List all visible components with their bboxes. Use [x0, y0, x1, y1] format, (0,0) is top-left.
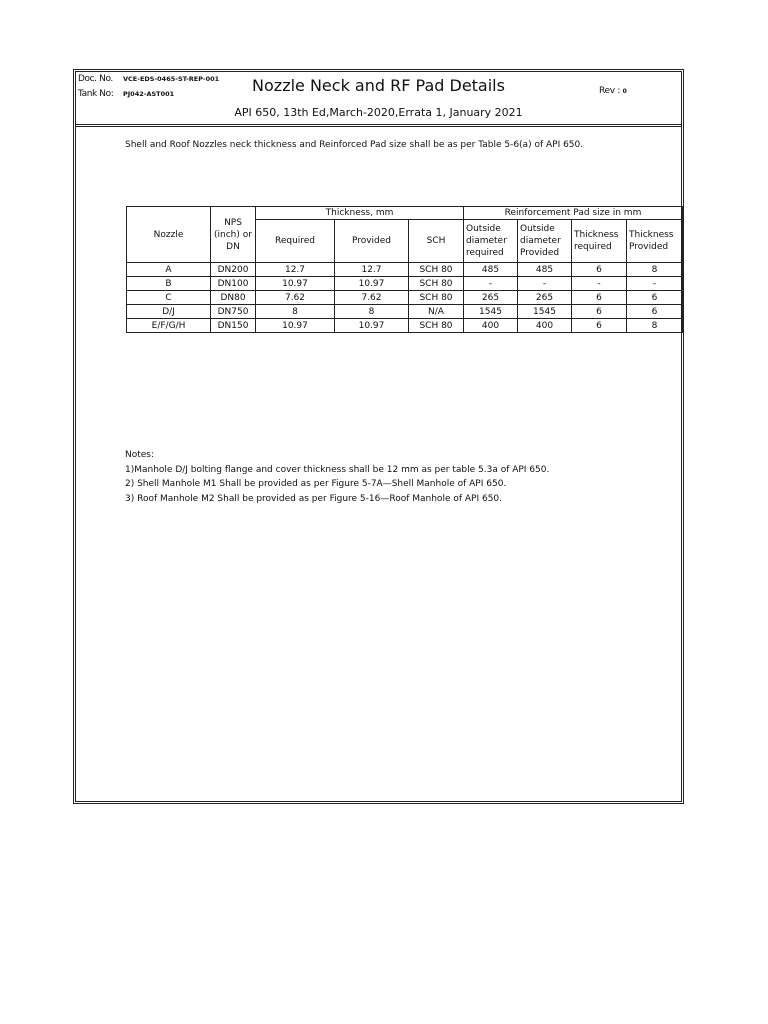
- header-od-provided: Outside diameter Provided: [518, 220, 572, 263]
- nozzle-table: [126, 206, 683, 333]
- cell-od-provided: -: [518, 277, 572, 291]
- cell-thk-provided: 8: [627, 263, 683, 277]
- table-row: [127, 305, 683, 319]
- cell-nps: DN750: [211, 305, 256, 319]
- cell-nozzle: D/J: [127, 305, 211, 319]
- cell-sch: SCH 80: [409, 319, 464, 333]
- cell-required: 10.97: [256, 319, 335, 333]
- doc-number-value: VCE-EDS-0465-ST-REP-001: [123, 75, 220, 83]
- notes-section: [125, 448, 549, 506]
- revision: [599, 86, 627, 96]
- cell-thk-provided: 8: [627, 319, 683, 333]
- note-item: 1)Manhole D/J bolting flange and cover thickness shall be 12 mm as per table 5.3a of API 650.: [125, 464, 550, 475]
- header-sch: SCH: [409, 220, 464, 263]
- cell-required: 8: [256, 305, 335, 319]
- cell-od-required: 1545: [464, 305, 518, 319]
- cell-thk-required: 6: [572, 263, 627, 277]
- cell-od-required: 485: [464, 263, 518, 277]
- header-provided: Provided: [335, 220, 409, 263]
- cell-od-provided: 265: [518, 291, 572, 305]
- page-title: Nozzle Neck and RF Pad Details: [252, 76, 505, 95]
- cell-thk-required: 6: [572, 305, 627, 319]
- cell-provided: 10.97: [335, 277, 409, 291]
- document-header: [76, 72, 681, 127]
- header-pad-group: Reinforcement Pad size in mm: [464, 207, 683, 220]
- cell-od-provided: 1545: [518, 305, 572, 319]
- revision-label: Rev :: [599, 86, 621, 96]
- cell-nps: DN80: [211, 291, 256, 305]
- cell-nozzle: E/F/G/H: [127, 319, 211, 333]
- header-required: Required: [256, 220, 335, 263]
- cell-nozzle: C: [127, 291, 211, 305]
- table-row: [127, 319, 683, 333]
- cell-required: 10.97: [256, 277, 335, 291]
- doc-number-label: Doc. No.: [78, 74, 113, 84]
- cell-nps: DN150: [211, 319, 256, 333]
- cell-sch: N/A: [409, 305, 464, 319]
- cell-od-provided: 400: [518, 319, 572, 333]
- cell-nps: DN200: [211, 263, 256, 277]
- header-nps: NPS (inch) or DN: [211, 207, 256, 263]
- revision-value: 0: [622, 88, 627, 95]
- cell-nps: DN100: [211, 277, 256, 291]
- table-row: [127, 291, 683, 305]
- note-item: 2) Shell Manhole M1 Shall be provided as per Figure 5-7A—Shell Manhole of API 650.: [125, 479, 507, 489]
- cell-required: 7.62: [256, 291, 335, 305]
- header-thickness-group: Thickness, mm: [256, 207, 464, 220]
- cell-provided: 7.62: [335, 291, 409, 305]
- notes-heading: Notes:: [125, 450, 155, 460]
- cell-thk-provided: -: [627, 277, 683, 291]
- table-row: [127, 277, 683, 291]
- cell-provided: 10.97: [335, 319, 409, 333]
- cell-provided: 12.7: [335, 263, 409, 277]
- cell-sch: SCH 80: [409, 277, 464, 291]
- cell-thk-required: 6: [572, 291, 627, 305]
- cell-od-required: -: [464, 277, 518, 291]
- document-sheet: [73, 69, 684, 804]
- cell-provided: 8: [335, 305, 409, 319]
- document-body: [76, 127, 681, 801]
- cell-od-required: 265: [464, 291, 518, 305]
- header-od-required: Outside diameter required: [464, 220, 518, 263]
- cell-od-provided: 485: [518, 263, 572, 277]
- cell-thk-required: 6: [572, 319, 627, 333]
- tank-number-value: PJ042-AST001: [123, 90, 175, 98]
- header-nozzle: Nozzle: [127, 207, 211, 263]
- cell-required: 12.7: [256, 263, 335, 277]
- cell-nozzle: A: [127, 263, 211, 277]
- cell-thk-provided: 6: [627, 291, 683, 305]
- cell-od-required: 400: [464, 319, 518, 333]
- page-subtitle: API 650, 13th Ed,March-2020,Errata 1, January 2021: [234, 106, 523, 119]
- cell-sch: SCH 80: [409, 291, 464, 305]
- tank-number-label: Tank No:: [78, 89, 114, 99]
- cell-sch: SCH 80: [409, 263, 464, 277]
- note-item: 3) Roof Manhole M2 Shall be provided as per Figure 5-16—Roof Manhole of API 650.: [125, 493, 503, 504]
- header-thk-provided: Thickness Provided: [627, 220, 683, 263]
- intro-text: Shell and Roof Nozzles neck thickness and Reinforced Pad size shall be as per Table 5-6(a) of API 650.: [125, 140, 584, 150]
- cell-thk-provided: 6: [627, 305, 683, 319]
- cell-nozzle: B: [127, 277, 211, 291]
- header-thk-required: Thickness required: [572, 220, 627, 263]
- table-row: [127, 263, 683, 277]
- cell-thk-required: -: [572, 277, 627, 291]
